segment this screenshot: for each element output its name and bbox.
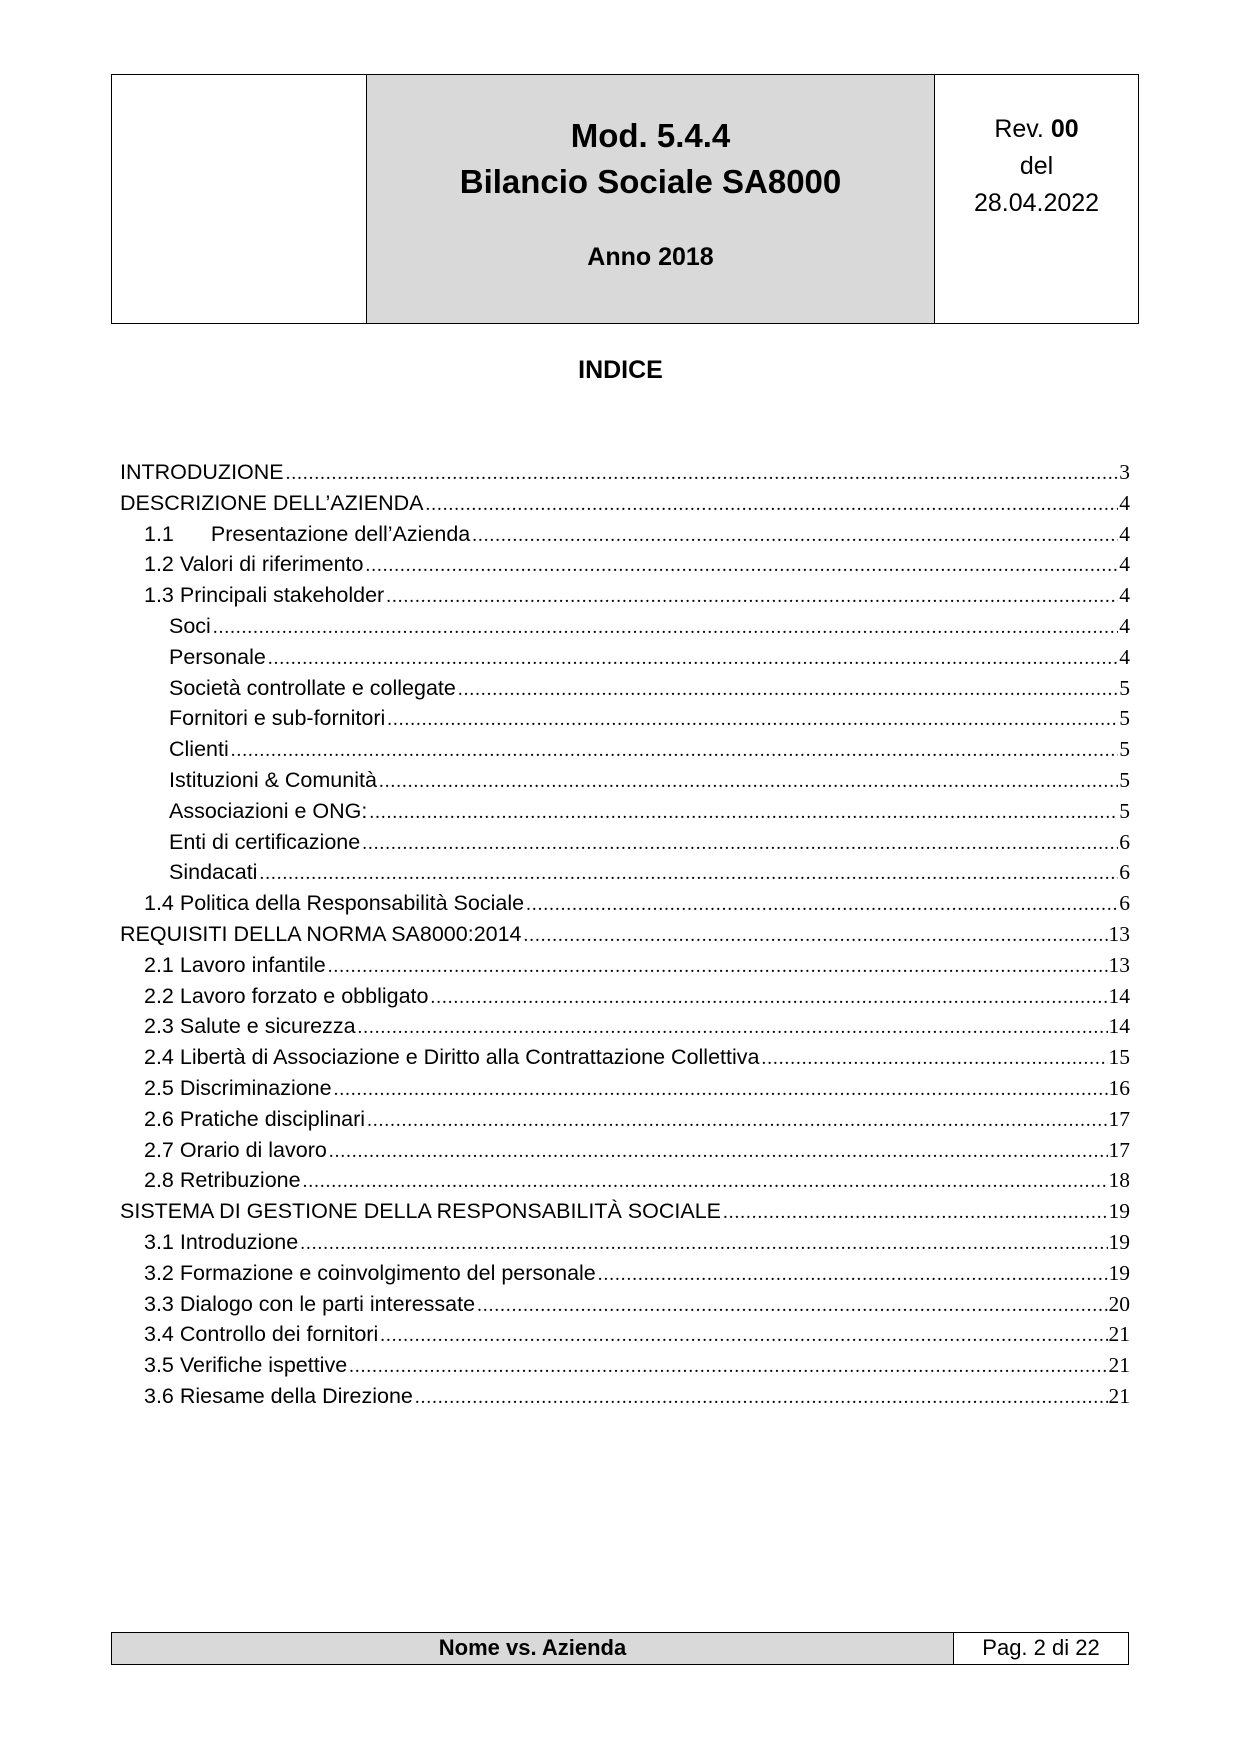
toc-entry-title — [144, 1384, 415, 1409]
toc-entry-page: 5 — [1119, 706, 1130, 731]
toc-entry-text: 3.1 Introduzione — [144, 1229, 299, 1254]
revision-label: Rev. — [994, 115, 1044, 143]
toc-entry[interactable] — [120, 706, 1130, 737]
toc-entry[interactable] — [120, 830, 1130, 861]
toc-entry[interactable] — [120, 1168, 1130, 1199]
toc-entry-title — [169, 706, 387, 731]
toc-entry-text: INTRODUZIONE — [120, 460, 284, 484]
toc-entry-title — [169, 830, 362, 855]
toc-entry-page: 6 — [1119, 891, 1130, 916]
toc-entry-page: 19 — [1108, 1199, 1130, 1224]
toc-entry-text: Istituzioni & Comunità — [169, 767, 377, 792]
toc-entry-number: 1.1 — [144, 521, 174, 546]
toc-entry-text: Enti di certificazione — [169, 829, 361, 854]
toc-entry[interactable] — [120, 552, 1130, 583]
toc-entry[interactable] — [120, 860, 1130, 891]
toc-entry-page: 13 — [1108, 952, 1130, 977]
toc-entry[interactable] — [120, 1199, 1130, 1230]
toc-entry-text: SISTEMA DI GESTIONE DELLA RESPONSABILITÀ SOCIALE — [120, 1199, 721, 1224]
toc-entry-text: Personale — [169, 644, 266, 669]
toc-entry-text: Sindacati — [169, 860, 258, 885]
toc-entry-title — [144, 1230, 300, 1255]
toc-entry[interactable] — [120, 953, 1130, 984]
toc-entry-text: 2.5 Discriminazione — [144, 1075, 332, 1100]
toc-entry-page: 5 — [1119, 675, 1130, 700]
toc-entry-title — [144, 1168, 303, 1193]
toc-entry-title — [169, 676, 458, 701]
toc-entry-text: Presentazione dell’Azienda — [210, 521, 471, 546]
toc-entry[interactable] — [120, 1292, 1130, 1323]
toc-entry-text: 2.6 Pratiche disciplinari — [144, 1106, 366, 1131]
toc-dot-leader — [300, 1233, 1107, 1255]
toc-entry[interactable] — [120, 891, 1130, 922]
toc-entry-page: 5 — [1119, 767, 1130, 792]
revision-date: 28.04.2022 — [973, 189, 1100, 217]
toc-entry-page: 19 — [1108, 1260, 1130, 1285]
toc-entry-page: 6 — [1119, 860, 1130, 885]
toc-dot-leader — [213, 617, 1118, 639]
toc-entry[interactable] — [120, 1138, 1130, 1169]
toc-entry-title — [144, 1353, 349, 1378]
toc-entry-page: 14 — [1108, 1014, 1130, 1039]
toc-dot-leader — [477, 1295, 1107, 1317]
toc-entry-text: 2.4 Libertà di Associazione e Diritto alla Contrattazione Collettiva — [144, 1045, 760, 1070]
toc-dot-leader — [268, 648, 1118, 670]
toc-entry-title — [169, 799, 369, 824]
toc-entry-page: 5 — [1119, 737, 1130, 762]
toc-dot-leader — [369, 802, 1118, 824]
toc-entry-text: 1.3 Principali stakeholder — [144, 583, 385, 608]
toc-entry-text: Associazioni e ONG: — [169, 798, 368, 823]
toc-entry-title — [144, 1138, 329, 1163]
document-footer — [111, 1632, 1129, 1665]
toc-entry-text: 1.2 Valori di riferimento — [144, 552, 364, 577]
toc-dot-leader — [425, 494, 1118, 516]
toc-entry-page: 21 — [1108, 1353, 1130, 1378]
document-year: Anno 2018 — [587, 243, 714, 271]
toc-entry-text: 2.7 Orario di lavoro — [144, 1137, 327, 1162]
toc-dot-leader — [387, 709, 1118, 731]
toc-entry-text: 3.6 Riesame della Direzione — [144, 1383, 413, 1408]
toc-entry[interactable] — [120, 614, 1130, 645]
toc-entry-text: 2.8 Retribuzione — [144, 1168, 301, 1193]
toc-dot-leader — [231, 740, 1119, 762]
toc-entry-title — [169, 645, 268, 670]
toc-dot-leader — [259, 863, 1118, 885]
toc-entry-page: 3 — [1119, 460, 1130, 484]
toc-dot-leader — [334, 1079, 1108, 1101]
toc-entry-page: 4 — [1119, 552, 1130, 577]
toc-entry[interactable] — [120, 645, 1130, 676]
toc-dot-leader — [379, 771, 1118, 793]
toc-entry-title — [169, 737, 231, 762]
toc-entry-page: 6 — [1119, 829, 1130, 854]
toc-entry-text: 1.4 Politica della Responsabilità Sociale — [144, 891, 525, 916]
toc-entry-page: 18 — [1108, 1168, 1130, 1193]
toc-entry-page: 19 — [1108, 1229, 1130, 1254]
toc-entry-title — [144, 1014, 358, 1039]
toc-entry[interactable] — [120, 1014, 1130, 1045]
toc-entry[interactable] — [120, 768, 1130, 799]
toc-entry-title — [144, 522, 472, 547]
toc-entry-page: 16 — [1108, 1075, 1130, 1100]
toc-entry-page: 20 — [1108, 1291, 1130, 1316]
toc-entry-text: 2.3 Salute e sicurezza — [144, 1014, 356, 1039]
toc-entry-title — [120, 922, 524, 947]
toc-entry-page: 13 — [1108, 921, 1130, 946]
toc-entry-text: 2.1 Lavoro infantile — [144, 952, 326, 977]
toc-entry-text: REQUISITI DELLA NORMA SA8000:2014 — [120, 921, 522, 946]
toc-entry-page: 21 — [1108, 1383, 1130, 1408]
toc-dot-leader — [349, 1356, 1107, 1378]
toc-entry-title — [144, 1076, 334, 1101]
toc-entry-title — [120, 491, 425, 516]
toc-entry[interactable] — [120, 583, 1130, 614]
toc-entry[interactable] — [120, 1230, 1130, 1261]
toc-entry-page: 5 — [1119, 798, 1130, 823]
toc-dot-leader — [458, 679, 1118, 701]
toc-entry-text: Soci — [169, 613, 211, 638]
toc-entry[interactable] — [120, 1045, 1130, 1076]
toc-entry-page: 21 — [1108, 1322, 1130, 1347]
toc-entry-text: Clienti — [169, 737, 229, 762]
toc-entry-page: 17 — [1108, 1106, 1130, 1131]
toc-entry-title — [144, 1045, 761, 1070]
toc-entry-title — [144, 1107, 367, 1132]
toc-entry-text: 3.3 Dialogo con le parti interessate — [144, 1291, 476, 1316]
toc-entry-title — [169, 768, 379, 793]
toc-dot-leader — [367, 1110, 1107, 1132]
toc-entry-text: 3.2 Formazione e coinvolgimento del personale — [144, 1260, 596, 1285]
toc-entry[interactable] — [120, 922, 1130, 953]
toc-entry-page: 4 — [1119, 521, 1130, 546]
toc-entry-text: DESCRIZIONE DELL’AZIENDA — [120, 490, 424, 515]
toc-entry-page: 4 — [1119, 644, 1130, 669]
toc-dot-leader — [598, 1264, 1108, 1286]
toc-entry-title — [120, 460, 286, 485]
toc-entry-text: 2.2 Lavoro forzato e obbligato — [144, 983, 429, 1008]
revision-cell — [935, 75, 1138, 323]
toc-dot-leader — [386, 586, 1118, 608]
toc-dot-leader — [380, 1325, 1107, 1347]
toc-entry[interactable] — [120, 984, 1130, 1015]
toc-entry[interactable] — [120, 1353, 1130, 1384]
toc-entry-title — [144, 552, 365, 577]
footer-page-number: Pag. 2 di 22 — [982, 1635, 1100, 1660]
index-title: INDICE — [578, 356, 663, 384]
revision-line — [935, 111, 1138, 148]
module-code: Mod. 5.4.4 — [570, 117, 731, 154]
toc-entry-title — [144, 1261, 598, 1286]
toc-entry[interactable] — [120, 737, 1130, 768]
toc-dot-leader — [303, 1171, 1108, 1193]
toc-entry[interactable] — [120, 799, 1130, 830]
toc-entry-text: Società controllate e collegate — [169, 675, 456, 700]
toc-entry-page: 15 — [1108, 1045, 1130, 1070]
toc-entry-title — [144, 583, 386, 608]
toc-dot-leader — [723, 1202, 1108, 1224]
toc-entry-text: Fornitori e sub-fornitori — [169, 706, 386, 731]
document-title: Bilancio Sociale SA8000 — [459, 163, 842, 200]
revision-del-label: del — [1019, 152, 1054, 180]
toc-dot-leader — [286, 463, 1119, 485]
title-cell — [367, 75, 935, 323]
toc-entry-title — [169, 860, 259, 885]
toc-entry[interactable] — [120, 1322, 1130, 1353]
logo-cell — [112, 75, 367, 323]
revision-number: 00 — [1050, 115, 1079, 143]
toc-entry-page: 14 — [1108, 983, 1130, 1008]
toc-entry-page: 4 — [1119, 490, 1130, 515]
toc-dot-leader — [761, 1048, 1107, 1070]
toc-dot-leader — [524, 925, 1108, 947]
toc-entry[interactable] — [120, 676, 1130, 707]
toc-entry-title — [144, 1292, 477, 1317]
toc-dot-leader — [329, 1141, 1108, 1163]
toc-entry-text: 3.4 Controllo dei fornitori — [144, 1322, 379, 1347]
toc-entry-page: 4 — [1119, 613, 1130, 638]
toc-entry[interactable] — [120, 1384, 1130, 1415]
toc-dot-leader — [472, 525, 1118, 547]
toc-entry[interactable] — [120, 1076, 1130, 1107]
toc-entry-title — [144, 891, 526, 916]
toc-dot-leader — [415, 1387, 1108, 1409]
toc-entry-title — [144, 984, 430, 1009]
document-header — [111, 74, 1139, 324]
toc-dot-leader — [365, 555, 1118, 577]
toc-dot-leader — [362, 833, 1118, 855]
footer-company: Nome vs. Azienda — [112, 1633, 954, 1664]
toc-dot-leader — [526, 894, 1118, 916]
toc-dot-leader — [328, 956, 1108, 978]
toc-entry[interactable] — [120, 1107, 1130, 1138]
table-of-contents — [120, 460, 1130, 1415]
toc-entry-title — [120, 1199, 723, 1224]
toc-entry[interactable] — [120, 522, 1130, 553]
toc-entry[interactable] — [120, 491, 1130, 522]
toc-entry-text: 3.5 Verifiche ispettive — [144, 1353, 348, 1378]
toc-entry-title — [144, 1322, 380, 1347]
toc-entry[interactable] — [120, 1261, 1130, 1292]
toc-entry-title — [169, 614, 213, 639]
toc-entry-title — [144, 953, 328, 978]
toc-entry-page: 4 — [1119, 583, 1130, 608]
toc-entry-page: 17 — [1108, 1137, 1130, 1162]
toc-dot-leader — [358, 1017, 1108, 1039]
toc-entry[interactable] — [120, 460, 1130, 491]
toc-dot-leader — [430, 987, 1107, 1009]
